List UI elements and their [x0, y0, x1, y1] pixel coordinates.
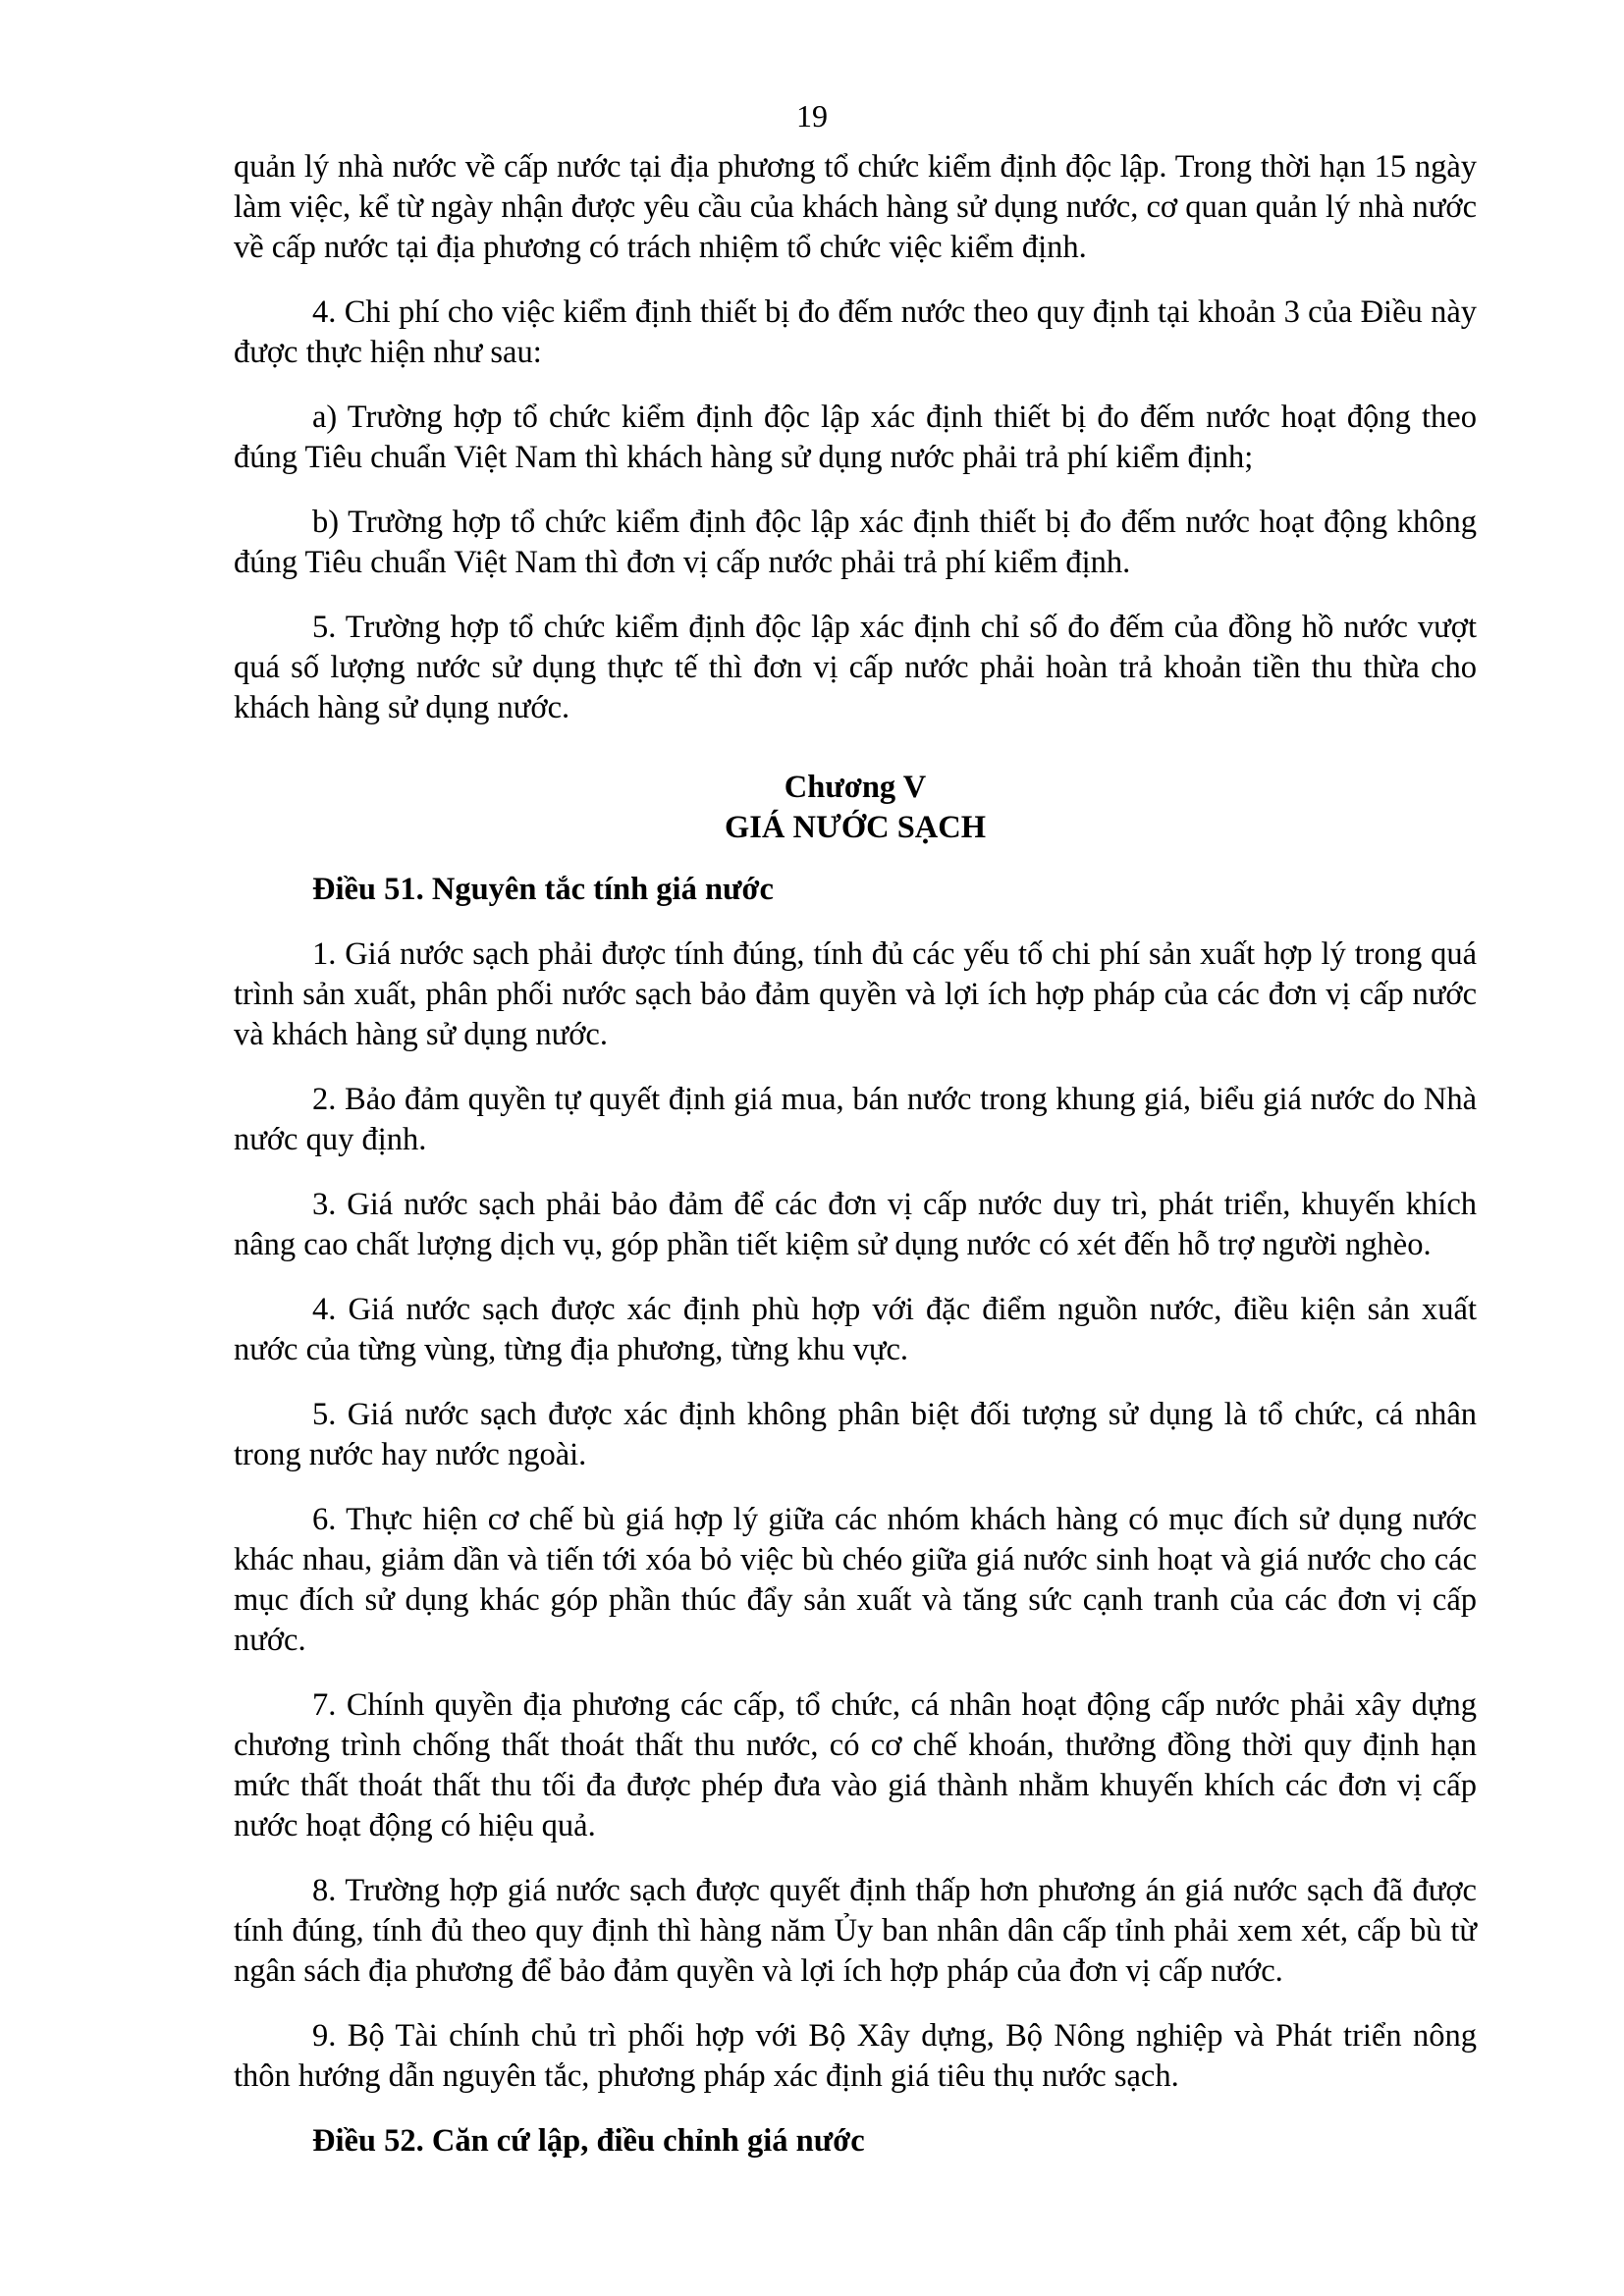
article-51-clause-3: 3. Giá nước sạch phải bảo đảm để các đơn vị cấp nước duy trì, phát triển, khuyến khích nâng cao chất lượng dịch vụ, góp phần tiết kiệm sử dụng nước có xét đến hỗ trợ người nghèo. — [234, 1187, 1477, 1262]
chapter-heading — [234, 768, 1477, 848]
paragraph-clause-5: 5. Trường hợp tổ chức kiểm định độc lập xác định chỉ số đo đếm của đồng hồ nước vượt quá số lượng nước sử dụng thực tế thì đơn vị cấp nước phải hoàn trả khoản tiền thu thừa cho khách hàng sử dụng nước. — [234, 610, 1477, 725]
article-51-clause-8: 8. Trường hợp giá nước sạch được quyết định thấp hơn phương án giá nước sạch đã được tính đúng, tính đủ theo quy định thì hàng năm Ủy ban nhân dân cấp tỉnh phải xem xét, cấp bù từ ngân sách địa phương để bảo đảm quyền và lợi ích hợp pháp của đơn vị cấp nước. — [234, 1873, 1477, 1989]
document-body — [234, 147, 1477, 2186]
article-51-clause-5: 5. Giá nước sạch được xác định không phân biệt đối tượng sử dụng là tổ chức, cá nhân trong nước hay nước ngoài. — [234, 1397, 1477, 1472]
article-51-clause-1: 1. Giá nước sạch phải được tính đúng, tính đủ các yếu tố chi phí sản xuất hợp lý trong quá trình sản xuất, phân phối nước sạch bảo đảm quyền và lợi ích hợp pháp của các đơn vị cấp nước và khách hàng sử dụng nước. — [234, 936, 1477, 1052]
chapter-title: GIÁ NƯỚC SẠCH — [724, 810, 987, 845]
article-51-clause-7: 7. Chính quyền địa phương các cấp, tổ chức, cá nhân hoạt động cấp nước phải xây dựng chương trình chống thất thoát thất thu nước, có cơ chế khoán, thưởng đồng thời quy định hạn mức thất thoát thất thu tối đa được phép đưa vào giá thành nhằm khuyến khích các đơn vị cấp nước hoạt động có hiệu quả. — [234, 1687, 1477, 1843]
paragraph-clause-4b: b) Trường hợp tổ chức kiểm định độc lập xác định thiết bị đo đếm nước hoạt động không đúng Tiêu chuẩn Việt Nam thì đơn vị cấp nước phải trả phí kiểm định. — [234, 505, 1477, 580]
article-51-clause-6: 6. Thực hiện cơ chế bù giá hợp lý giữa các nhóm khách hàng có mục đích sử dụng nước khác nhau, giảm dần và tiến tới xóa bỏ việc bù chéo giữa giá nước sinh hoạt và giá nước cho các mục đích sử dụng khác góp phần thúc đẩy sản xuất và tăng sức cạnh tranh của các đơn vị cấp nước. — [234, 1502, 1477, 1658]
article-51-heading: Điều 51. Nguyên tắc tính giá nước — [312, 872, 774, 907]
article-52-heading: Điều 52. Căn cứ lập, điều chỉnh giá nước — [312, 2123, 865, 2159]
paragraph-clause-4: 4. Chi phí cho việc kiểm định thiết bị đo đếm nước theo quy định tại khoản 3 của Điều này được thực hiện như sau: — [234, 294, 1477, 370]
paragraph-continuation: quản lý nhà nước về cấp nước tại địa phương tổ chức kiểm định độc lập. Trong thời hạn 15 ngày làm việc, kể từ ngày nhận được yêu cầu của khách hàng sử dụng nước, cơ quan quản lý nhà nước về cấp nước tại địa phương có trách nhiệm tổ chức việc kiểm định. — [234, 149, 1477, 265]
article-51-clause-4: 4. Giá nước sạch được xác định phù hợp với đặc điểm nguồn nước, điều kiện sản xuất nước của từng vùng, từng địa phương, từng khu vực. — [234, 1292, 1477, 1367]
article-51-clause-2: 2. Bảo đảm quyền tự quyết định giá mua, bán nước trong khung giá, biểu giá nước do Nhà nước quy định. — [234, 1082, 1477, 1157]
chapter-number: Chương V — [784, 770, 927, 805]
page-number: 19 — [796, 98, 828, 133]
article-51-clause-9: 9. Bộ Tài chính chủ trì phối hợp với Bộ Xây dựng, Bộ Nông nghiệp và Phát triển nông thôn hướng dẫn nguyên tắc, phương pháp xác định giá tiêu thụ nước sạch. — [234, 2018, 1477, 2094]
paragraph-clause-4a: a) Trường hợp tổ chức kiểm định độc lập xác định thiết bị đo đếm nước hoạt động theo đúng Tiêu chuẩn Việt Nam thì khách hàng sử dụng nước phải trả phí kiểm định; — [234, 400, 1477, 475]
